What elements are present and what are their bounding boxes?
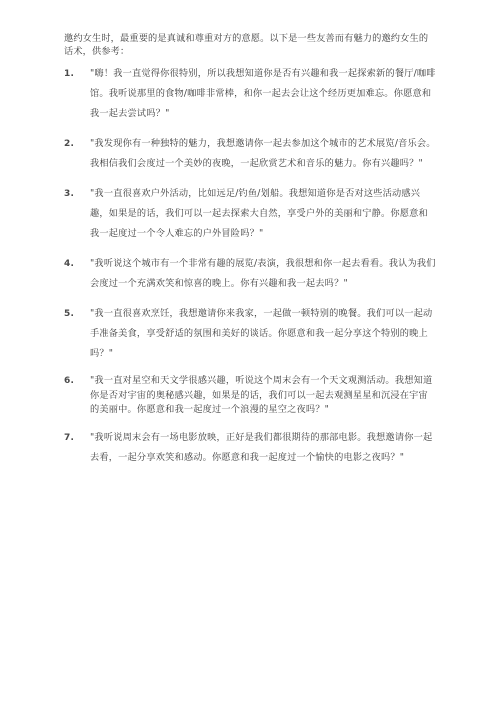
tip-number: 6. xyxy=(64,376,75,386)
tip-text: "嗨！我一直觉得你很特别，所以我想知道你是否有兴趣和我一起探索新的餐厅/咖啡馆。我听说那里的食物/咖啡非常棒，和你一起去会让这个经历更加难忘。你愿意和我一起去尝试吗？" xyxy=(90,68,436,119)
tip-text: "我一直对星空和天文学很感兴趣，听说这个周末会有一个天文观测活动。我想知道你是否对宇宙的奥秘感兴趣，如果是的话，我们可以一起去观测星星和沉浸在宇宙的美丽中。你愿意和我一起度过一个浪漫的星空之夜吗？" xyxy=(90,375,433,415)
tip-number: 5. xyxy=(64,309,75,319)
tip-item-4 xyxy=(64,254,436,294)
tip-item-3 xyxy=(64,184,436,244)
tip-text: "我听说周末会有一场电影放映，正好是我们都很期待的那部电影。我想邀请你一起去看，一起分享欢笑和感动。你愿意和我一起度过一个愉快的电影之夜吗？" xyxy=(90,431,433,463)
tip-number: 3. xyxy=(64,189,75,199)
tips-list xyxy=(64,64,436,468)
tip-number: 1. xyxy=(64,69,75,79)
tip-item-2 xyxy=(64,134,436,174)
tip-number: 7. xyxy=(64,432,75,443)
tip-number: 4. xyxy=(64,259,75,269)
tip-text: "我一直很喜欢烹饪，我想邀请你来我家，一起做一顿特别的晚餐。我们可以一起动手准备美食，享受舒适的氛围和美好的谈话。你愿意和我一起分享这个特别的晚上吗？" xyxy=(90,308,433,359)
tip-number: 2. xyxy=(64,139,75,149)
tip-item-1 xyxy=(64,64,436,124)
tip-text: "我一直很喜欢户外活动，比如远足/钓鱼/划船。我想知道你是否对这些活动感兴趣，如果是的话，我们可以一起去探索大自然，享受户外的美丽和宁静。你愿意和我一起度过一个令人难忘的户外冒险吗？" xyxy=(90,188,428,239)
tip-text: "我发现你有一种独特的魅力，我想邀请你一起去参加这个城市的艺术展览/音乐会。我相信我们会度过一个美妙的夜晚，一起欣赏艺术和音乐的魅力。你有兴趣吗？" xyxy=(90,138,436,169)
tip-item-7 xyxy=(64,428,436,468)
tip-text: "我听说这个城市有一个非常有趣的展览/表演，我很想和你一起去看看。我认为我们会度过一个充满欢笑和惊喜的晚上。你有兴趣和我一起去吗？" xyxy=(90,258,436,289)
intro-paragraph: 邀约女生时，最重要的是真诚和尊重对方的意愿。以下是一些友善而有魅力的邀约女生的话术，供参考： xyxy=(64,33,429,57)
tip-item-6 xyxy=(64,374,436,418)
tip-item-5 xyxy=(64,304,436,364)
